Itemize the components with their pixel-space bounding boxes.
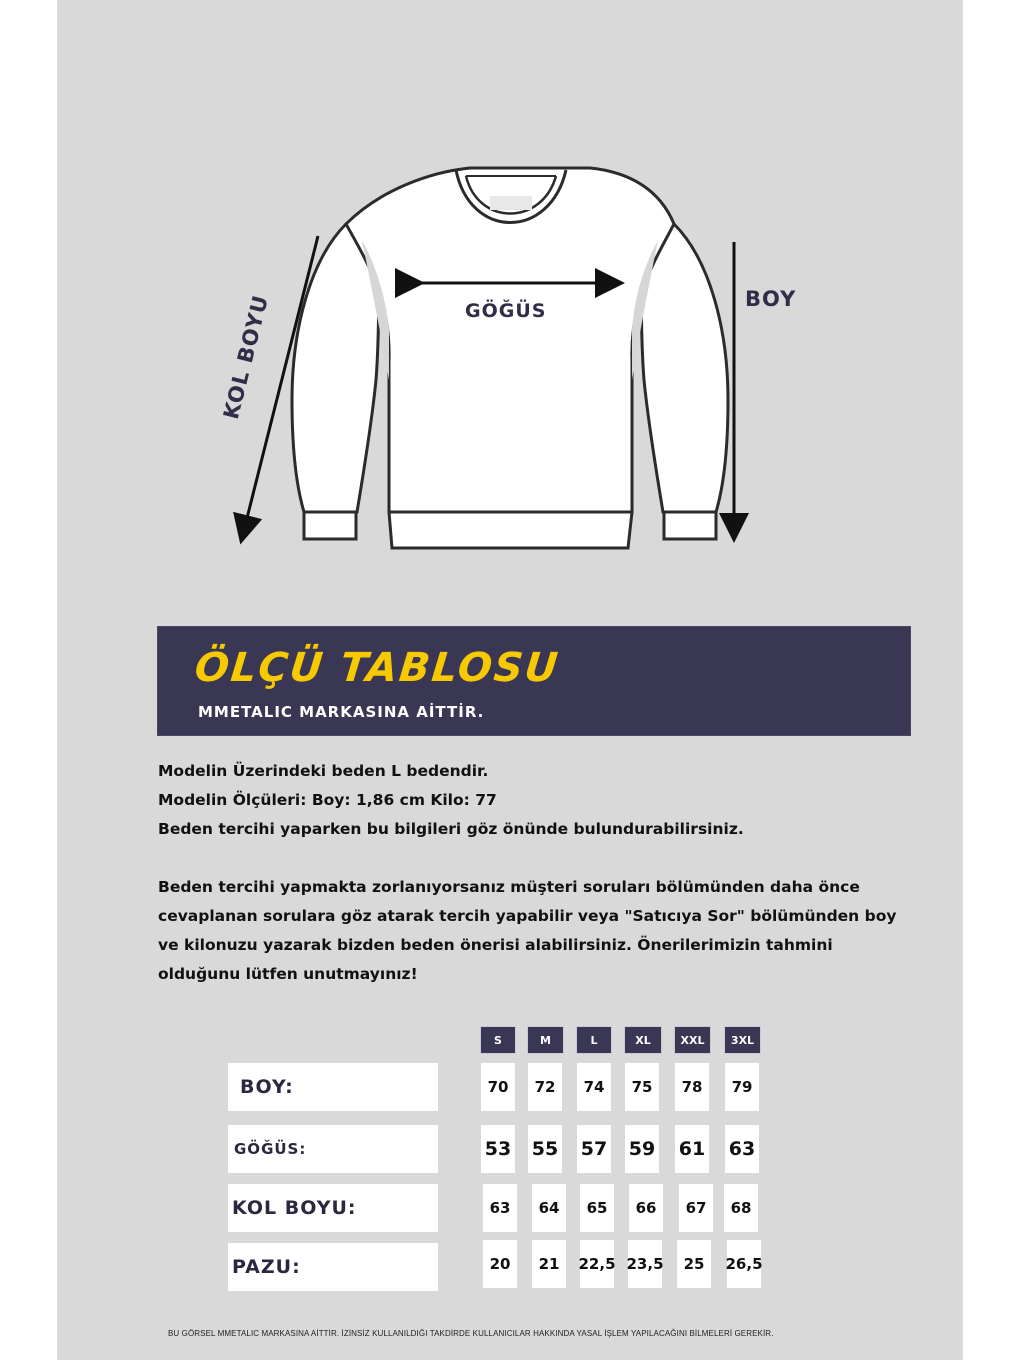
table-cell: 21 [532, 1240, 566, 1288]
table-cell: 55 [528, 1125, 562, 1173]
row-label-gogus: GÖĞÜS: [228, 1125, 438, 1173]
table-cell: 72 [528, 1063, 562, 1111]
table-cell: 23,5 [628, 1240, 662, 1288]
sleeve-length-label: KOL BOYU [218, 292, 274, 422]
help-line: Beden tercihi yapmakta zorlanıyorsanız müşteri soruları bölümünden daha önce [158, 878, 860, 896]
help-line: olduğunu lütfen unutmayınız! [158, 965, 418, 983]
size-header-xxl: XXL [675, 1027, 710, 1053]
model-measurements-line: Modelin Ölçüleri: Boy: 1,86 cm Kilo: 77 [158, 791, 497, 809]
table-cell: 59 [625, 1125, 659, 1173]
help-line: ve kilonuzu yazarak bizden beden önerisi alabilirsiniz. Önerilerimizin tahmini [158, 936, 833, 954]
advice-line: Beden tercihi yaparken bu bilgileri göz önünde bulundurabilirsiniz. [158, 820, 744, 838]
garment-diagram [0, 0, 1020, 600]
model-info [158, 757, 744, 844]
table-cell: 63 [725, 1125, 759, 1173]
banner-subtitle: MMETALIC MARKASINA AİTTİR. [198, 703, 485, 721]
table-cell: 22,5 [580, 1240, 614, 1288]
table-cell: 20 [483, 1240, 517, 1288]
table-cell: 65 [580, 1184, 614, 1232]
banner-title: ÖLÇÜ TABLOSU [192, 645, 562, 691]
table-cell: 74 [577, 1063, 611, 1111]
size-header-3xl: 3XL [725, 1027, 760, 1053]
size-header-xl: XL [625, 1027, 661, 1053]
table-cell: 68 [724, 1184, 758, 1232]
table-cell: 78 [675, 1063, 709, 1111]
table-cell: 57 [577, 1125, 611, 1173]
row-label-kol-boyu: KOL BOYU: [228, 1184, 438, 1232]
table-cell: 64 [532, 1184, 566, 1232]
table-cell: 63 [483, 1184, 517, 1232]
length-label: BOY [745, 287, 797, 311]
table-cell: 75 [625, 1063, 659, 1111]
size-header-l: L [577, 1027, 611, 1053]
table-cell: 53 [481, 1125, 515, 1173]
table-cell: 61 [675, 1125, 709, 1173]
size-chart-banner [157, 626, 911, 736]
table-cell: 70 [481, 1063, 515, 1111]
table-cell: 26,5 [727, 1240, 761, 1288]
size-header-m: M [528, 1027, 563, 1053]
model-size-line: Modelin Üzerindeki beden L bedendir. [158, 762, 489, 780]
size-header-s: S [481, 1027, 515, 1053]
row-label-boy: BOY: [228, 1063, 438, 1111]
table-cell: 79 [725, 1063, 759, 1111]
chest-label: GÖĞÜS [465, 300, 547, 322]
copyright-notice: BU GÖRSEL MMETALIC MARKASINA AİTTİR. İZİNSİZ KULLANILDIĞI TAKDİRDE KULLANICILAR HAKKINDA YASAL İŞLEM YAPILACAĞINI BİLMELERİ GEREKİR. [168, 1329, 774, 1338]
table-cell: 67 [679, 1184, 713, 1232]
size-help-paragraph [158, 873, 918, 989]
row-label-pazu: PAZU: [228, 1243, 438, 1291]
table-cell: 66 [629, 1184, 663, 1232]
help-line: cevaplanan sorulara göz atarak tercih yapabilir veya "Satıcıya Sor" bölümünden boy [158, 907, 897, 925]
table-cell: 25 [677, 1240, 711, 1288]
